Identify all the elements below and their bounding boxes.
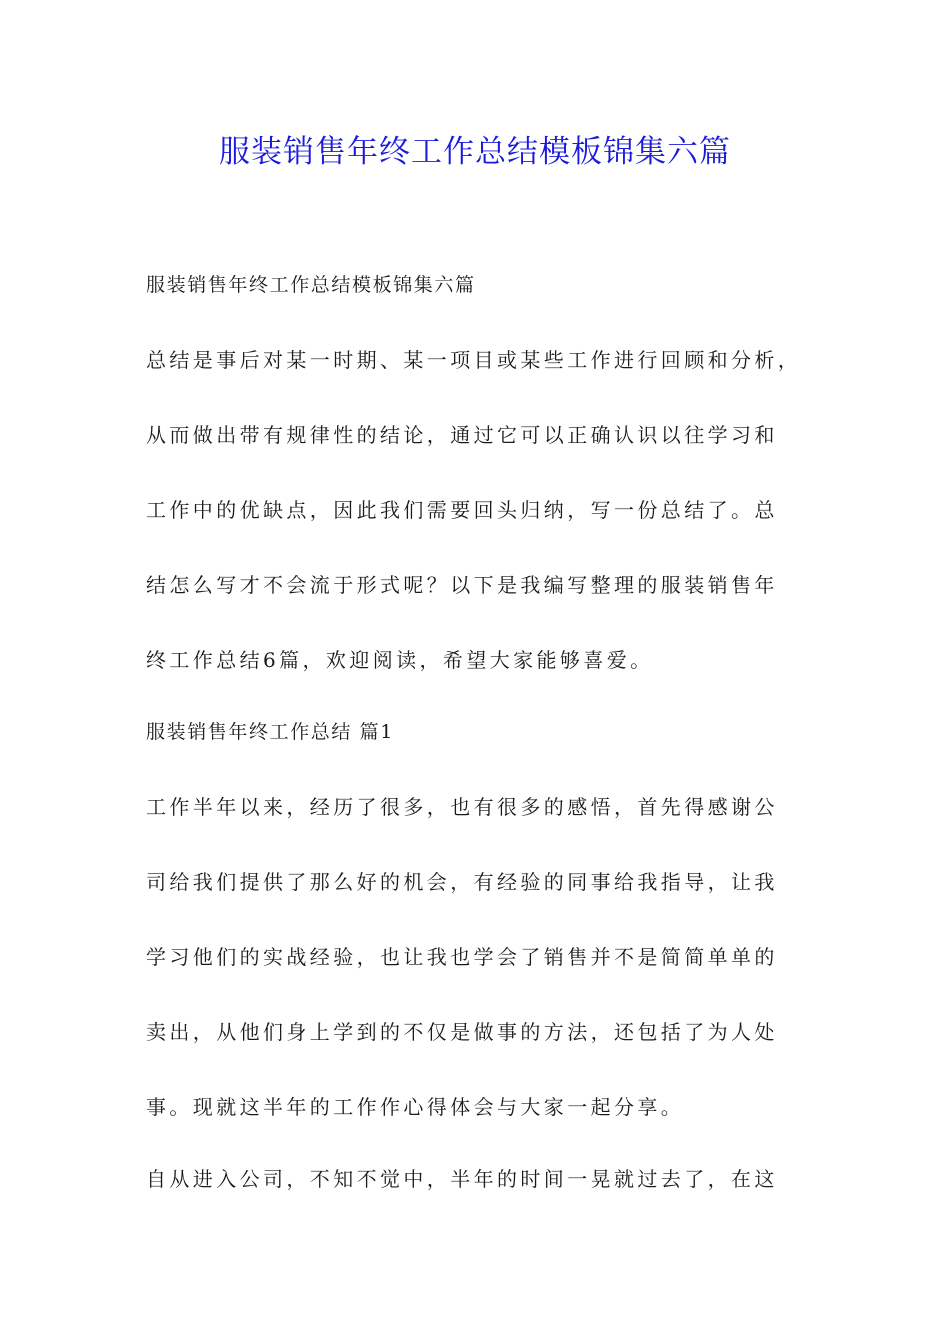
- paragraph-line: 司给我们提供了那么好的机会，有经验的同事给我指导，让我: [146, 870, 778, 894]
- section-heading: 服装销售年终工作总结 篇1: [146, 721, 394, 743]
- document-title: 服装销售年终工作总结模板锦集六篇: [219, 134, 731, 170]
- paragraph-line: 自从进入公司，不知不觉中，半年的时间一晃就过去了，在这: [146, 1167, 778, 1191]
- paragraph-line: 从而做出带有规律性的结论，通过它可以正确认识以往学习和: [146, 423, 778, 447]
- paragraph-line: 事。现就这半年的工作作心得体会与大家一起分享。: [146, 1095, 685, 1119]
- paragraph-line: 工作中的优缺点，因此我们需要回头归纳，写一份总结了。总: [146, 498, 778, 522]
- paragraph-line: 学习他们的实战经验，也让我也学会了销售并不是简简单单的: [146, 945, 778, 969]
- paragraph-line: 终工作总结6篇，欢迎阅读，希望大家能够喜爱。: [146, 648, 654, 672]
- subtitle-line: 服装销售年终工作总结模板锦集六篇: [146, 274, 476, 296]
- paragraph-line: 卖出，从他们身上学到的不仅是做事的方法，还包括了为人处: [146, 1020, 778, 1044]
- paragraph-line: 工作半年以来，经历了很多，也有很多的感悟，首先得感谢公: [146, 795, 778, 819]
- paragraph-line: 结怎么写才不会流于形式呢？以下是我编写整理的服装销售年: [146, 573, 778, 597]
- paragraph-line: 总结是事后对某一时期、某一项目或某些工作进行回顾和分析，: [146, 348, 802, 372]
